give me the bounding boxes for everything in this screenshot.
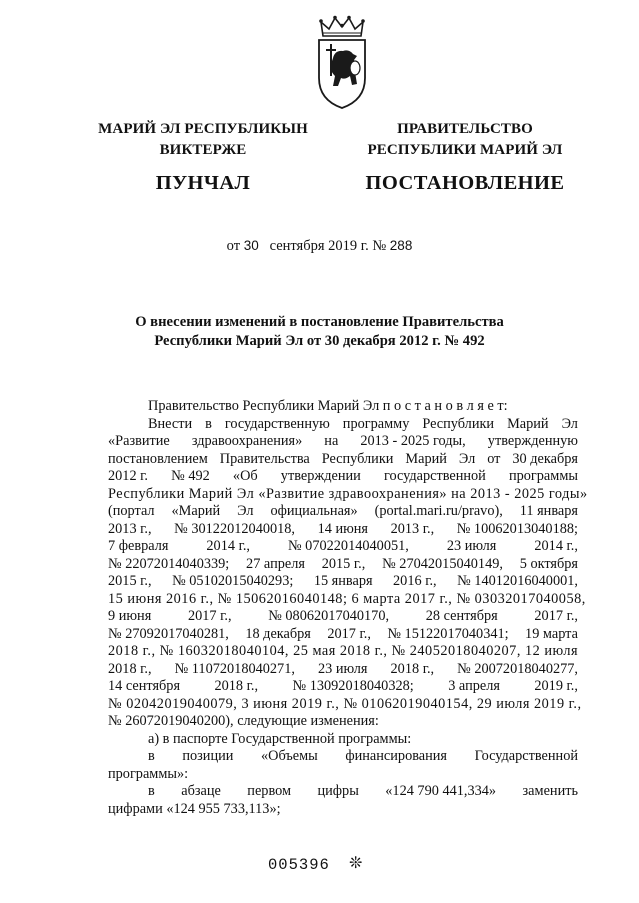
body-word: № 492 bbox=[171, 468, 210, 484]
header-left bbox=[68, 119, 338, 196]
body-word: № 10062013040188; bbox=[456, 520, 578, 537]
body-line bbox=[108, 398, 578, 416]
body-word: 2014 г., bbox=[206, 538, 250, 554]
body-word: 2017 г., bbox=[534, 608, 578, 624]
body-word: а) в паспорте Государственной программы: bbox=[148, 730, 412, 747]
body-line bbox=[108, 661, 578, 679]
body-word: от bbox=[487, 450, 501, 467]
body-line bbox=[108, 783, 578, 801]
body-word: № 22072014040339; bbox=[108, 555, 230, 572]
body-word: № 27042015040149, bbox=[382, 555, 503, 572]
body-word: Марий bbox=[405, 450, 447, 467]
body-word: абзаце bbox=[181, 783, 221, 799]
body-word: (портал bbox=[108, 503, 155, 519]
date-line bbox=[0, 238, 639, 255]
body-word: цифрами «124 955 733,113»; bbox=[108, 800, 281, 817]
body-line bbox=[108, 695, 582, 714]
body-word: «Марий bbox=[171, 503, 221, 519]
footer-mark-icon: ❊ bbox=[349, 855, 363, 872]
body-word: утверждении bbox=[280, 468, 361, 484]
header-left-line2: ВИКТЕРЖЕ bbox=[159, 142, 247, 158]
body-word: 5 октября bbox=[519, 555, 578, 572]
body-word: Эл bbox=[561, 415, 578, 432]
body-line bbox=[108, 678, 578, 696]
date-day: 30 bbox=[243, 238, 259, 253]
body-word: «Об bbox=[232, 468, 258, 484]
body-word: первом bbox=[247, 783, 292, 799]
body-line bbox=[108, 485, 588, 504]
serial-number: 005396 bbox=[268, 856, 330, 874]
body-word: постановлением bbox=[108, 450, 208, 467]
header-left-line1: МАРИЙ ЭЛ РЕСПУБЛИКЫН bbox=[98, 121, 308, 137]
body-word: № 14012016040001, bbox=[457, 573, 578, 589]
body-word: заменить bbox=[522, 783, 578, 799]
body-word: здравоохранения» bbox=[191, 433, 303, 449]
body-word: 2014 г., bbox=[534, 538, 578, 554]
body-word: 2018 г., bbox=[108, 660, 152, 677]
body-word: 2019 г., bbox=[534, 678, 578, 694]
body-word: 2013 г., bbox=[390, 520, 435, 537]
body-word: Правительство Республики Марий Эл п о с т а н о в л я е т: bbox=[148, 398, 508, 414]
body-word: № 15122017040341; bbox=[387, 625, 509, 642]
body-word: «Объемы bbox=[260, 748, 318, 764]
body-word: 7 февраля bbox=[108, 538, 169, 554]
date-month-year: сентября 2019 г. № bbox=[269, 238, 387, 254]
body-word: № 05102015040293; bbox=[172, 573, 294, 589]
body-word: в bbox=[148, 748, 155, 764]
body-word: 2013 - 2025 годы, bbox=[360, 433, 466, 449]
body-word: 2013 г., bbox=[108, 520, 152, 537]
body-word: № 20072018040277, bbox=[457, 660, 578, 677]
body-word: Республики bbox=[422, 415, 495, 432]
body-word: на bbox=[324, 433, 339, 449]
body-line bbox=[108, 766, 578, 784]
body-word: Правительства bbox=[219, 450, 310, 467]
body-word: 30 декабря bbox=[512, 450, 578, 467]
date-prefix: от bbox=[226, 238, 241, 254]
body-word: № 02042019040079, 3 июня 2019 г., № 01062019040154, 29 июля 2019 г., bbox=[108, 695, 582, 712]
body-word: программы bbox=[508, 468, 578, 484]
body-word: 28 сентября bbox=[425, 608, 498, 624]
header-left-doc-type: ПУНЧАЛ bbox=[155, 172, 251, 194]
header-right-line2: РЕСПУБЛИКИ МАРИЙ ЭЛ bbox=[367, 142, 563, 158]
body-word: Эл bbox=[237, 503, 254, 519]
body-word: № 27092017040281, bbox=[108, 625, 229, 642]
body-word: финансирования bbox=[345, 748, 448, 764]
body-word: 19 марта bbox=[525, 625, 578, 642]
header-right-line1: ПРАВИТЕЛЬСТВО bbox=[397, 121, 533, 137]
body-word: № 08062017040170, bbox=[268, 608, 390, 624]
body-word: Государственной bbox=[474, 748, 578, 764]
body-word: 23 июля bbox=[317, 660, 368, 677]
header-right bbox=[330, 119, 600, 196]
body-word: 15 января bbox=[313, 573, 373, 589]
document-body bbox=[108, 398, 588, 818]
body-word: 2012 г. bbox=[108, 468, 148, 484]
body-word: № 07022014040051, bbox=[287, 538, 409, 554]
body-line bbox=[108, 590, 586, 609]
body-line bbox=[108, 503, 578, 521]
body-word: 27 апреля bbox=[246, 555, 305, 572]
body-line bbox=[108, 801, 578, 819]
body-word: 14 сентября bbox=[108, 678, 181, 694]
body-word: в bbox=[205, 415, 212, 432]
body-word: цифры bbox=[317, 783, 359, 799]
header-right-doc-type: ПОСТАНОВЛЕНИЕ bbox=[365, 172, 565, 194]
body-word: 2017 г., bbox=[327, 625, 371, 642]
body-word: 3 апреля bbox=[448, 678, 500, 694]
title-line2: Республики Марий Эл от 30 декабря 2012 г. № 492 bbox=[154, 333, 485, 349]
body-word: 2015 г., bbox=[108, 573, 152, 589]
body-line bbox=[108, 731, 578, 749]
body-word: «Развитие bbox=[108, 433, 170, 449]
body-word: Республики bbox=[321, 450, 394, 467]
body-word: 2016 г., bbox=[393, 573, 437, 589]
body-word: «124 790 441,334» bbox=[385, 783, 497, 799]
body-word: 2015 г., bbox=[321, 555, 366, 572]
document-number: 288 bbox=[389, 238, 413, 253]
body-word: позиции bbox=[182, 748, 234, 764]
body-word: утвержденную bbox=[487, 433, 578, 449]
body-word: 18 декабря bbox=[245, 625, 311, 642]
body-word: 23 июля bbox=[446, 538, 497, 554]
body-word: 15 июня 2016 г., № 15062016040148; 6 марта 2017 г., № 03032017040058, bbox=[108, 590, 586, 607]
body-line bbox=[108, 556, 578, 574]
body-word: в bbox=[148, 783, 155, 799]
body-line bbox=[108, 713, 578, 731]
body-line bbox=[108, 451, 578, 469]
body-line bbox=[108, 573, 578, 591]
body-line bbox=[108, 433, 578, 451]
body-word: 2017 г., bbox=[187, 608, 232, 624]
coat-of-arms-icon bbox=[313, 14, 371, 110]
body-word: 2018 г., bbox=[390, 660, 435, 677]
body-word: Внести bbox=[148, 415, 193, 432]
body-line bbox=[108, 468, 578, 486]
body-word: Республики Марий Эл «Развитие здравоохранения» на 2013 - 2025 годы» bbox=[108, 485, 588, 502]
body-word: 2018 г., bbox=[214, 678, 259, 694]
body-line bbox=[108, 643, 578, 661]
body-word: Эл bbox=[458, 450, 476, 467]
body-word: 11 января bbox=[519, 503, 578, 519]
body-word: № 13092018040328; bbox=[292, 678, 414, 694]
body-word: № 30122012040018, bbox=[174, 520, 296, 537]
body-word: программы»: bbox=[108, 765, 189, 782]
body-word: № 26072019040200), следующие изменения: bbox=[108, 713, 379, 729]
body-word: Марий bbox=[507, 415, 549, 432]
title-line1: О внесении изменений в постановление Правительства bbox=[135, 314, 504, 330]
body-line bbox=[108, 748, 578, 766]
body-word: 9 июня bbox=[108, 608, 152, 624]
body-word: государственную bbox=[224, 415, 330, 432]
body-line bbox=[108, 538, 578, 556]
body-word: 2018 г., № 16032018040104, 25 мая 2018 г., № 24052018040207, 12 июля bbox=[108, 643, 579, 659]
body-word: (portal.mari.ru/pravo), bbox=[374, 503, 503, 519]
body-word: государственной bbox=[383, 468, 486, 484]
body-line bbox=[108, 626, 578, 644]
body-word: программу bbox=[342, 415, 410, 432]
document-title bbox=[60, 313, 579, 351]
body-line bbox=[108, 608, 578, 626]
body-word: 14 июня bbox=[317, 520, 369, 537]
body-word: № 11072018040271, bbox=[174, 660, 295, 677]
body-line bbox=[108, 521, 578, 539]
body-line bbox=[108, 416, 578, 434]
body-word: официальная» bbox=[270, 503, 358, 519]
